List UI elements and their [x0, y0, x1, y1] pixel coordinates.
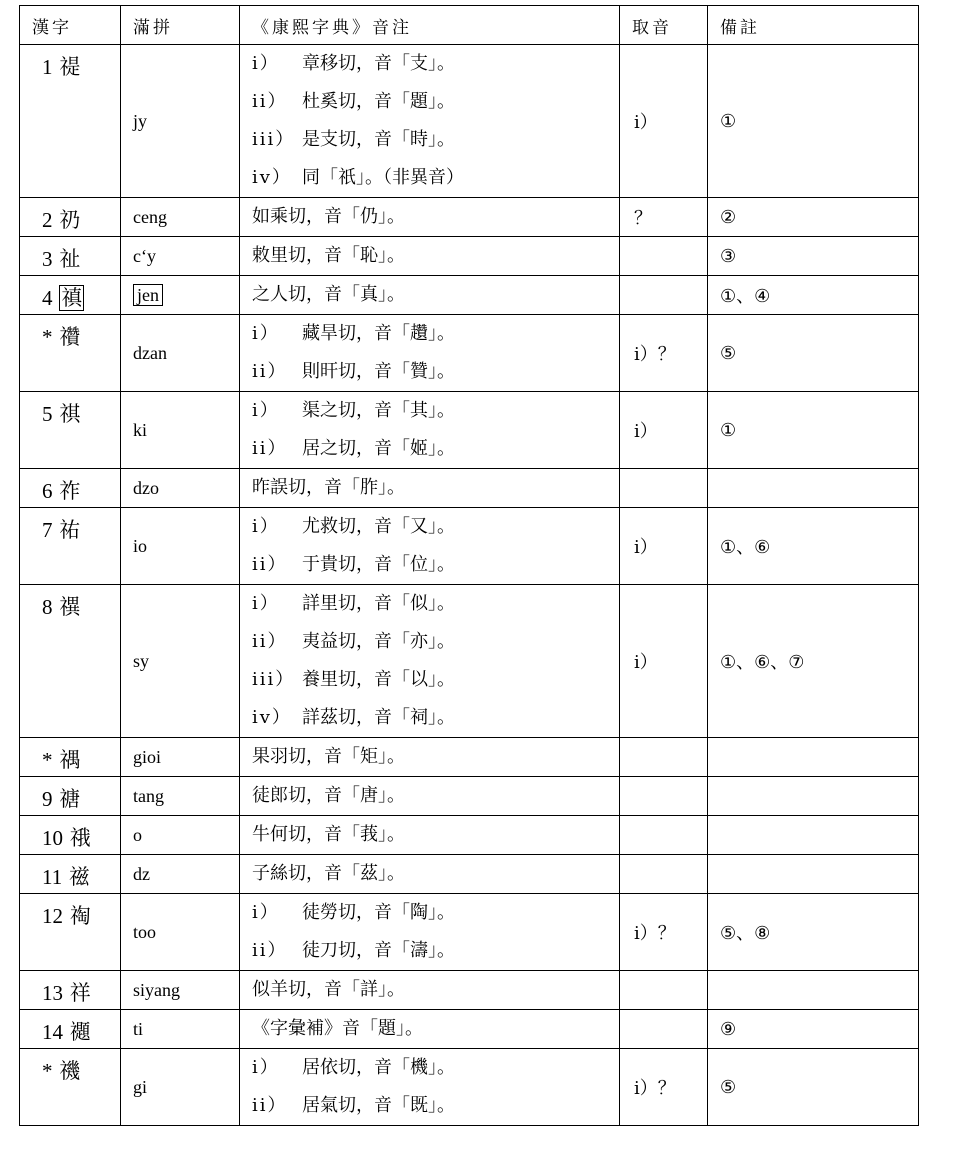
take-reading-cell	[620, 777, 708, 816]
note-text: 似羊切，音「詳」。	[252, 979, 405, 1000]
note-label: i）	[252, 516, 280, 537]
row-index: 6	[42, 479, 53, 503]
romanization-cell	[121, 45, 240, 198]
row-index: 13	[42, 981, 63, 1005]
remark-cell	[708, 816, 919, 855]
note-text: 牛何切，音「莪」。	[252, 824, 405, 845]
note-line	[252, 1087, 619, 1125]
take-reading-cell	[620, 816, 708, 855]
row-index: *	[42, 1059, 53, 1083]
note-label: i）	[252, 323, 280, 344]
note-line	[252, 894, 619, 932]
note-text: 夷益切，音「亦」。	[302, 631, 455, 652]
table-row	[20, 392, 919, 469]
row-index: 8	[42, 595, 53, 619]
romanization-cell	[121, 237, 240, 276]
table-row	[20, 1049, 919, 1126]
take-reading-cell	[620, 1010, 708, 1049]
note-text: 藏旱切，音「趲」。	[302, 323, 455, 344]
note-line	[252, 353, 619, 391]
note-text: 如乘切，音「仍」。	[252, 206, 405, 227]
kangxi-note-cell	[240, 585, 620, 738]
romanization: ceng	[133, 206, 167, 227]
remark-cell: ①、⑥、⑦	[708, 585, 919, 738]
note-label: i）	[252, 1057, 280, 1078]
note-text: 之人切，音「真」。	[252, 284, 405, 305]
note-label: iv）	[252, 167, 292, 188]
take-reading-cell: i）？	[620, 1049, 708, 1126]
romanization-cell	[121, 508, 240, 585]
table-row	[20, 738, 919, 777]
romanization: ti	[133, 1018, 144, 1039]
row-index: 11	[42, 865, 63, 889]
table-row	[20, 1010, 919, 1049]
table-row	[20, 469, 919, 508]
note-label: i）	[252, 593, 280, 614]
note-line	[252, 469, 619, 507]
table-row	[20, 777, 919, 816]
table-row	[20, 816, 919, 855]
romanization-cell	[121, 1049, 240, 1126]
char-cell	[20, 315, 121, 392]
row-index: 14	[42, 1020, 63, 1044]
take-reading-cell: i）	[620, 392, 708, 469]
hanzi-char: 禛	[61, 286, 83, 310]
header-remark: 備註	[708, 6, 919, 45]
kangxi-note-cell	[240, 1010, 620, 1049]
romanization: io	[133, 535, 148, 556]
header-rom: 滿拼	[121, 6, 240, 45]
romanization: cʻy	[133, 245, 156, 266]
take-reading-cell	[620, 276, 708, 315]
row-index: *	[42, 748, 53, 772]
note-text: 尤救切，音「又」。	[302, 516, 455, 537]
romanization-cell	[121, 971, 240, 1010]
romanization-cell	[121, 276, 240, 315]
romanization: dzan	[133, 342, 167, 363]
hanzi-char: 禶	[59, 325, 81, 349]
char-cell	[20, 237, 121, 276]
romanization-cell	[121, 738, 240, 777]
note-text: 《字彙補》音「題」。	[252, 1018, 423, 1039]
note-text: 敕里切，音「恥」。	[252, 245, 405, 266]
note-line	[252, 159, 619, 197]
char-cell	[20, 738, 121, 777]
romanization-cell	[121, 894, 240, 971]
note-line	[252, 855, 619, 893]
take-reading-cell	[620, 855, 708, 894]
hanzi-char: 祉	[59, 247, 81, 271]
header-row	[20, 6, 919, 45]
note-label: i）	[252, 400, 280, 421]
hanzi-char: 禩	[59, 595, 81, 619]
row-index: 1	[42, 55, 53, 79]
note-label: ii）	[252, 631, 288, 652]
note-text: 渠之切，音「其」。	[302, 400, 455, 421]
hanzi-char: 禔	[59, 55, 81, 79]
hanzi-char: 祥	[69, 981, 91, 1005]
romanization: sy	[133, 650, 150, 671]
remark-cell: ①	[708, 392, 919, 469]
char-cell	[20, 198, 121, 237]
row-index: 4	[42, 286, 53, 310]
note-text: 詳茲切，音「祠」。	[302, 707, 455, 728]
remark-cell	[708, 469, 919, 508]
kangxi-note-cell	[240, 198, 620, 237]
note-line	[252, 585, 619, 623]
row-index: 2	[42, 208, 53, 232]
note-text: 子絲切，音「茲」。	[252, 863, 405, 884]
note-text: 則旰切，音「贊」。	[302, 361, 455, 382]
row-index: *	[42, 325, 53, 349]
char-cell	[20, 392, 121, 469]
row-index: 10	[42, 826, 63, 850]
note-text: 昨誤切，音「胙」。	[252, 477, 405, 498]
romanization: dzo	[133, 477, 159, 498]
note-text: 徒刀切，音「濤」。	[302, 940, 455, 961]
hanzi-char: 祺	[59, 402, 81, 426]
hanzi-char: 禨	[59, 1059, 81, 1083]
note-line	[252, 315, 619, 353]
remark-cell: ②	[708, 198, 919, 237]
char-cell	[20, 276, 121, 315]
romanization-cell	[121, 1010, 240, 1049]
kangxi-note-cell	[240, 738, 620, 777]
note-label: ii）	[252, 1095, 288, 1116]
kangxi-note-cell	[240, 508, 620, 585]
note-text: 居氣切，音「既」。	[302, 1095, 455, 1116]
note-line	[252, 392, 619, 430]
note-text: 養里切，音「以」。	[302, 669, 455, 690]
header-take: 取音	[620, 6, 708, 45]
kangxi-note-cell	[240, 894, 620, 971]
note-line	[252, 121, 619, 159]
note-label: ii）	[252, 361, 288, 382]
note-line	[252, 661, 619, 699]
note-line	[252, 198, 619, 236]
note-line	[252, 777, 619, 815]
char-cell	[20, 45, 121, 198]
romanization-cell	[121, 392, 240, 469]
remark-cell: ①、⑥	[708, 508, 919, 585]
romanization: tang	[133, 785, 164, 806]
row-index: 7	[42, 518, 53, 542]
header-note: 《康熙字典》音注	[240, 6, 620, 45]
table-row	[20, 45, 919, 198]
kangxi-note-cell	[240, 777, 620, 816]
hanzi-char: 禌	[68, 865, 90, 889]
note-line	[252, 1010, 619, 1048]
take-reading-cell	[620, 469, 708, 508]
char-cell	[20, 816, 121, 855]
table-row	[20, 237, 919, 276]
remark-cell: ①、④	[708, 276, 919, 315]
remark-cell: ③	[708, 237, 919, 276]
romanization-cell	[121, 198, 240, 237]
romanization-cell	[121, 585, 240, 738]
remark-cell	[708, 777, 919, 816]
romanization: gi	[133, 1076, 148, 1097]
note-line	[252, 971, 619, 1009]
note-label: i）	[252, 53, 280, 74]
note-label: iv）	[252, 707, 292, 728]
note-label: i）	[252, 902, 280, 923]
note-line	[252, 1049, 619, 1087]
remark-cell: ⑤	[708, 1049, 919, 1126]
note-label: iii）	[252, 129, 296, 150]
char-cell	[20, 894, 121, 971]
romanization: o	[133, 824, 142, 845]
table-row	[20, 508, 919, 585]
note-line	[252, 816, 619, 854]
char-cell	[20, 1010, 121, 1049]
note-line	[252, 508, 619, 546]
hanzi-char: 祐	[59, 518, 81, 542]
kangxi-note-cell	[240, 392, 620, 469]
romanization: jen	[133, 284, 163, 306]
dictionary-table	[19, 5, 919, 1126]
take-reading-cell: i）？	[620, 315, 708, 392]
note-line	[252, 237, 619, 275]
table-body	[20, 45, 919, 1126]
romanization: jy	[133, 110, 148, 131]
note-line	[252, 276, 619, 314]
take-reading-cell	[620, 971, 708, 1010]
remark-cell: ⑨	[708, 1010, 919, 1049]
take-reading-cell: i）	[620, 45, 708, 198]
hanzi-char: 祚	[59, 479, 81, 503]
remark-cell: ①	[708, 45, 919, 198]
char-cell	[20, 585, 121, 738]
header-char: 漢字	[20, 6, 121, 45]
table-row	[20, 198, 919, 237]
romanization-cell	[121, 469, 240, 508]
note-line	[252, 699, 619, 737]
romanization: dz	[133, 863, 150, 884]
take-reading-cell	[620, 738, 708, 777]
romanization: too	[133, 921, 157, 942]
row-index: 12	[42, 904, 63, 928]
note-text: 徒郎切，音「唐」。	[252, 785, 405, 806]
kangxi-note-cell	[240, 315, 620, 392]
note-label: ii）	[252, 554, 288, 575]
note-text: 居之切，音「姬」。	[302, 438, 455, 459]
note-text: 章移切，音「支」。	[302, 53, 455, 74]
note-line	[252, 738, 619, 776]
char-cell	[20, 508, 121, 585]
char-cell	[20, 1049, 121, 1126]
hanzi-char: 禟	[59, 787, 81, 811]
remark-cell: ⑤、⑧	[708, 894, 919, 971]
row-index: 5	[42, 402, 53, 426]
romanization-cell	[121, 777, 240, 816]
take-reading-cell	[620, 237, 708, 276]
note-line	[252, 83, 619, 121]
note-line	[252, 546, 619, 584]
hanzi-char: 祹	[69, 904, 91, 928]
kangxi-note-cell	[240, 1049, 620, 1126]
note-text: 居依切，音「機」。	[302, 1057, 455, 1078]
romanization: gioi	[133, 746, 162, 767]
char-cell	[20, 971, 121, 1010]
remark-cell: ⑤	[708, 315, 919, 392]
take-reading-cell: i）？	[620, 894, 708, 971]
note-line	[252, 45, 619, 83]
note-label: ii）	[252, 940, 288, 961]
romanization: siyang	[133, 979, 180, 1000]
remark-cell	[708, 855, 919, 894]
romanization-cell	[121, 816, 240, 855]
char-cell	[20, 777, 121, 816]
kangxi-note-cell	[240, 237, 620, 276]
note-text: 徒勞切，音「陶」。	[302, 902, 455, 923]
note-text: 同「祇」。（非異音）	[302, 167, 464, 188]
table-row	[20, 315, 919, 392]
hanzi-char: 礽	[59, 208, 81, 232]
note-text: 是支切，音「時」。	[302, 129, 455, 150]
kangxi-note-cell	[240, 971, 620, 1010]
kangxi-note-cell	[240, 276, 620, 315]
table-row	[20, 971, 919, 1010]
note-line	[252, 932, 619, 970]
note-text: 于貴切，音「位」。	[302, 554, 455, 575]
remark-cell	[708, 738, 919, 777]
hanzi-char: 禵	[69, 1020, 91, 1044]
table-row	[20, 894, 919, 971]
table-row	[20, 585, 919, 738]
hanzi-char: 䄉	[69, 826, 91, 850]
take-reading-cell: i）	[620, 508, 708, 585]
note-label: iii）	[252, 669, 296, 690]
note-line	[252, 623, 619, 661]
remark-cell	[708, 971, 919, 1010]
note-text: 詳里切，音「似」。	[302, 593, 455, 614]
note-text: 杜奚切，音「題」。	[302, 91, 455, 112]
note-label: ii）	[252, 91, 288, 112]
romanization-cell	[121, 315, 240, 392]
table-row	[20, 276, 919, 315]
kangxi-note-cell	[240, 469, 620, 508]
romanization: ki	[133, 419, 148, 440]
note-text: 果羽切，音「矩」。	[252, 746, 405, 767]
hanzi-char: 禑	[59, 748, 81, 772]
row-index: 3	[42, 247, 53, 271]
table-row	[20, 855, 919, 894]
char-cell	[20, 855, 121, 894]
take-reading-cell: i）	[620, 585, 708, 738]
kangxi-note-cell	[240, 855, 620, 894]
char-cell	[20, 469, 121, 508]
note-label: ii）	[252, 438, 288, 459]
kangxi-note-cell	[240, 816, 620, 855]
row-index: 9	[42, 787, 53, 811]
kangxi-note-cell	[240, 45, 620, 198]
note-line	[252, 430, 619, 468]
romanization-cell	[121, 855, 240, 894]
take-reading-cell: ？	[620, 198, 708, 237]
